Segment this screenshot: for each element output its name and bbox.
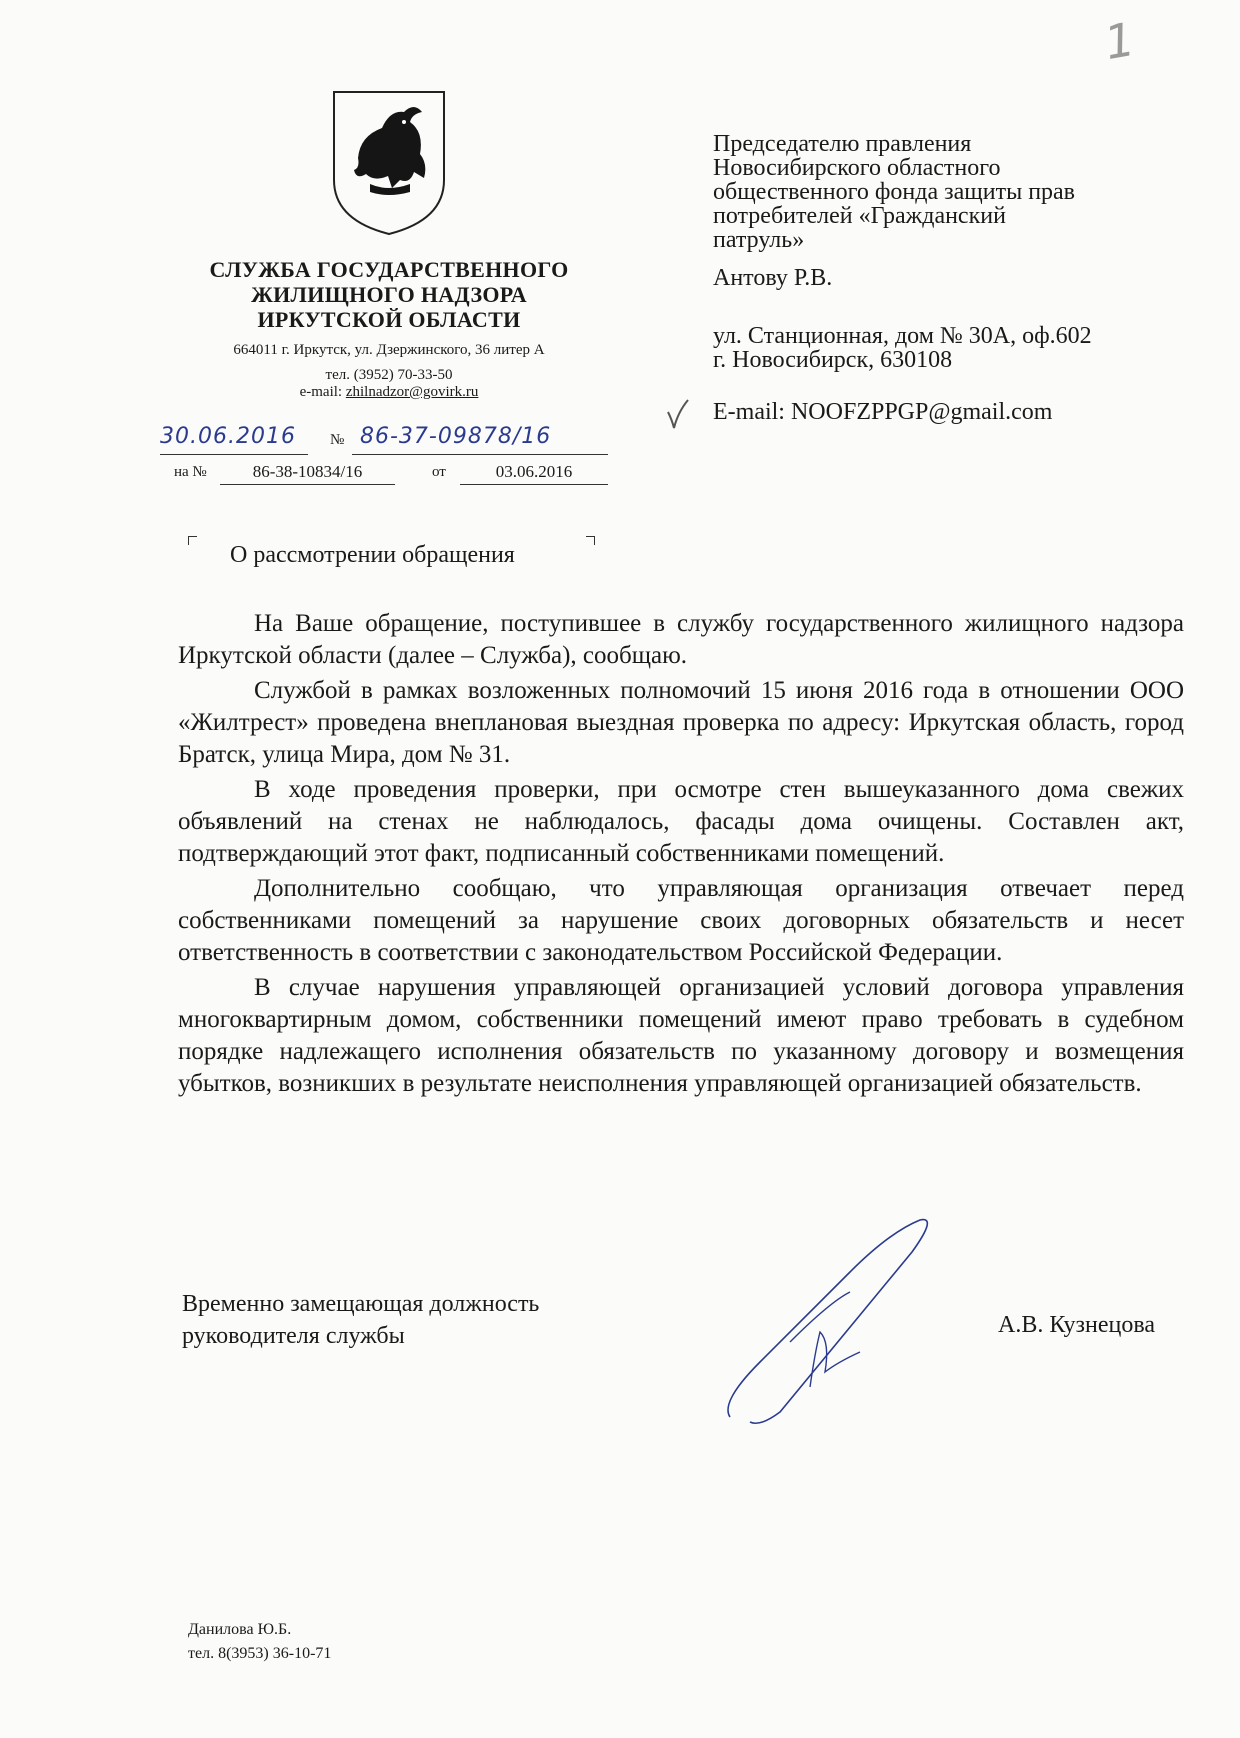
recipient-address	[713, 324, 1193, 372]
letterhead	[170, 88, 608, 401]
organization-email	[170, 384, 608, 401]
reference-line	[160, 460, 610, 488]
recipient-position-line: патруль»	[713, 227, 805, 253]
signatory-name: А.В. Кузнецова	[998, 1312, 1156, 1338]
handwritten-signature	[720, 1212, 960, 1432]
organization-address: 664011 г. Иркутск, ул. Дзержинского, 36 литер А	[233, 342, 545, 358]
number-label: №	[330, 432, 345, 448]
signatory-title	[182, 1288, 539, 1352]
org-name-line: СЛУЖБА ГОСУДАРСТВЕННОГО	[209, 257, 569, 282]
organization-name	[170, 257, 608, 332]
org-name-line: ЖИЛИЩНОГО НАДЗОРА	[251, 282, 527, 307]
body-paragraph: Службой в рамках возложенных полномочий 15 июня 2016 года в отношении ООО «Жилтрест» проведена внеплановая выездная проверка по адресу: Иркутская область, город Братск, улица Мира, дом № 31.	[178, 677, 1184, 768]
coat-of-arms-icon	[330, 88, 448, 238]
outgoing-date: 30.06.2016	[160, 424, 296, 449]
subject-corner-left	[188, 536, 197, 545]
recipient-address-line: ул. Станционная, дом № 30А, оф.602	[713, 323, 1092, 349]
body-paragraph: В ходе проведения проверки, при осмотре стен вышеуказанного дома свежих объявлений на стенах не наблюдалось, фасады дома очищены. Составлен акт, подтверждающий этот факт, подписанный собственниками помещений.	[178, 776, 1184, 867]
recipient-position-line: Председателю правления	[713, 131, 972, 157]
date-underline	[160, 454, 308, 455]
reference-label: на №	[174, 464, 207, 480]
email-label: e-mail:	[299, 384, 343, 400]
signatory-title-line: руководителя службы	[182, 1323, 405, 1349]
recipient-address-line: г. Новосибирск, 630108	[713, 347, 953, 373]
outgoing-number: 86-37-09878/16	[360, 424, 552, 449]
signatory-title-line: Временно замещающая должность	[182, 1291, 540, 1317]
letter-subject: О рассмотрении обращения	[230, 542, 515, 568]
recipient-email: E-mail: NOOFZPPGP@gmail.com	[713, 399, 1053, 425]
executor-info	[188, 1618, 331, 1666]
registration-line	[160, 424, 610, 454]
number-underline	[352, 454, 608, 455]
reference-date-label: от	[432, 464, 446, 480]
body-paragraph: В случае нарушения управляющей организацией условий договора управления многоквартирным домом, собственники помещений имеют право требовать в судебном порядке надлежащего исполнения обязательств по указанному договору и возмещения убытков, возникших в результате неисполнения управляющей организацией обязательств.	[178, 974, 1184, 1097]
recipient-position-line: потребителей «Гражданский	[713, 203, 1006, 229]
reference-number: 86-38-10834/16	[220, 462, 395, 485]
body-paragraph: Дополнительно сообщаю, что управляющая организация отвечает перед собственниками помещений за нарушение своих договорных обязательств и несет ответственность в соответствии с законодательством Российской Федерации.	[178, 875, 1184, 966]
subject-corner-right	[586, 536, 595, 545]
letter-body	[178, 608, 1184, 1103]
recipient-position-line: общественного фонда защиты прав	[713, 179, 1076, 205]
recipient-name: Антову Р.В.	[713, 265, 833, 291]
checkmark-icon	[666, 398, 690, 430]
body-paragraph: На Ваше обращение, поступившее в службу государственного жилищного надзора Иркутской области (далее – Служба), сообщаю.	[178, 610, 1184, 669]
recipient-position-line: Новосибирского областного	[713, 155, 1001, 181]
executor-name: Данилова Ю.Б.	[188, 1621, 292, 1638]
reference-date: 03.06.2016	[460, 462, 608, 485]
org-name-line: ИРКУТСКОЙ ОБЛАСТИ	[257, 307, 521, 332]
executor-phone: тел. 8(3953) 36-10-71	[188, 1645, 332, 1662]
organization-phone: тел. (3952) 70-33-50	[325, 367, 453, 383]
recipient-block	[713, 132, 1193, 424]
page-number: 1	[1100, 11, 1139, 71]
email-link[interactable]: zhilnadzor@govirk.ru	[345, 384, 479, 400]
recipient-position	[713, 132, 1193, 252]
